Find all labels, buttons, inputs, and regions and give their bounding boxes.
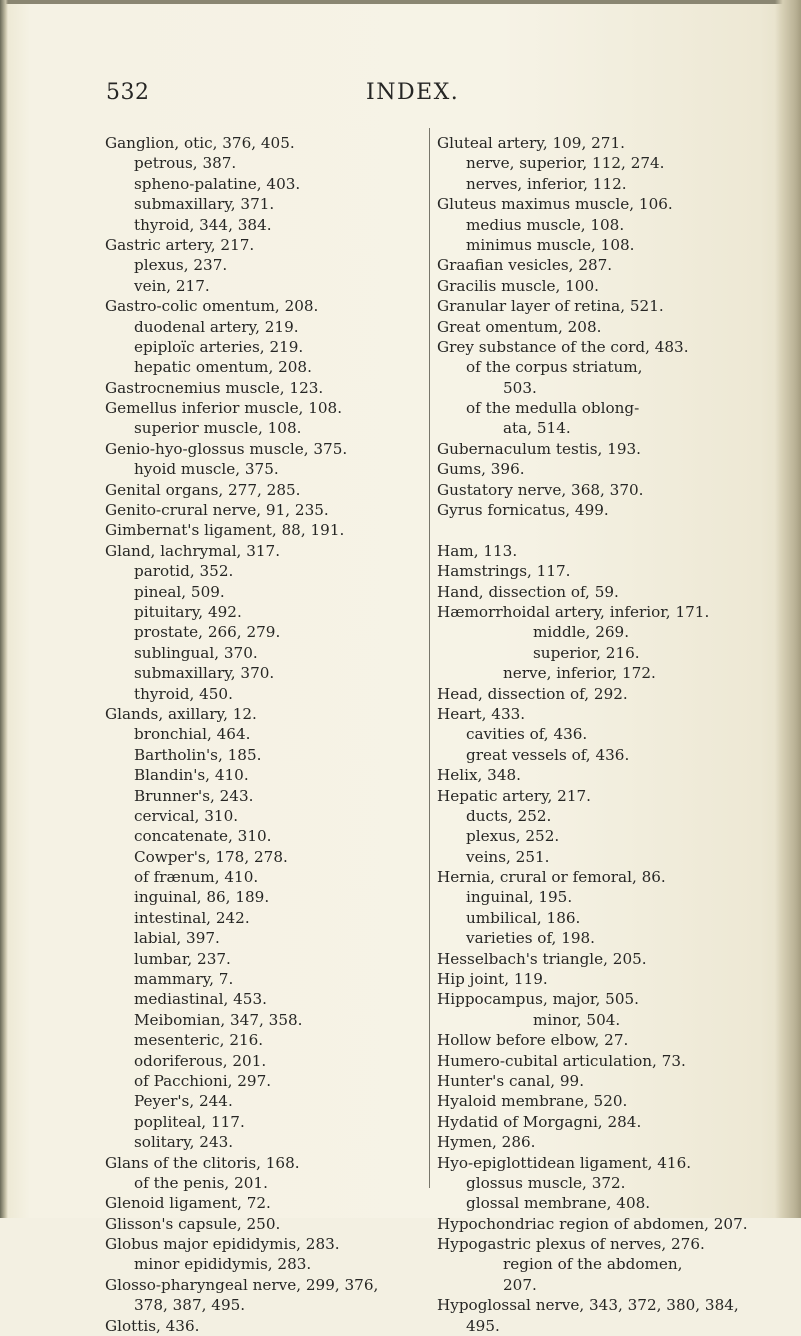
index-entry: Hypoglossal nerve, 343, 372, 380, 384, xyxy=(437,1296,739,1315)
index-entry: Glosso-pharyngeal nerve, 299, 376, xyxy=(105,1275,379,1294)
index-subentry: of Pacchioni, 297. xyxy=(134,1071,272,1090)
index-subentry: Brunner's, 243. xyxy=(134,786,254,805)
index-entry: Gracilis muscle, 100. xyxy=(437,276,599,295)
index-subentry: 495. xyxy=(466,1316,500,1335)
index-subentry: hyoid muscle, 375. xyxy=(134,460,279,479)
index-entry: Humero-cubital articulation, 73. xyxy=(437,1051,686,1070)
index-entry: Gustatory nerve, 368, 370. xyxy=(437,480,644,499)
index-subentry: 207. xyxy=(503,1275,537,1294)
index-subentry: ata, 514. xyxy=(503,419,571,438)
index-subentry: concatenate, 310. xyxy=(134,827,272,846)
page-left-edge xyxy=(0,0,8,1218)
index-subentry: mediastinal, 453. xyxy=(134,990,267,1009)
page-number: 532 xyxy=(106,80,150,105)
index-entry: Ham, 113. xyxy=(437,541,518,560)
index-subentry: nerves, inferior, 112. xyxy=(466,174,627,193)
index-subentry: prostate, 266, 279. xyxy=(134,623,281,642)
index-entry: Heart, 433. xyxy=(437,704,526,723)
index-entry: Genito-crural nerve, 91, 235. xyxy=(105,501,329,520)
index-subentry: middle, 269. xyxy=(533,623,630,642)
index-subentry: of the medulla oblong- xyxy=(466,399,640,418)
index-entry: Gums, 396. xyxy=(437,460,525,479)
index-subentry: nerve, superior, 112, 274. xyxy=(466,154,665,173)
index-entry xyxy=(437,520,772,540)
index-entry: Hernia, crural or femoral, 86. xyxy=(437,868,666,887)
index-subentry: Blandin's, 410. xyxy=(134,766,249,785)
index-subentry: spheno-palatine, 403. xyxy=(134,174,301,193)
index-subentry: thyroid, 450. xyxy=(134,684,233,703)
index-subentry: labial, 397. xyxy=(134,929,220,948)
column-divider xyxy=(429,128,430,1188)
index-subentry: ducts, 252. xyxy=(466,806,552,825)
index-subentry: pineal, 509. xyxy=(134,582,225,601)
index-entry: Gastro-colic omentum, 208. xyxy=(105,297,319,316)
index-entry: Glenoid ligament, 72. xyxy=(105,1194,271,1213)
index-entry: Gastric artery, 217. xyxy=(105,235,255,254)
index-subentry: superior muscle, 108. xyxy=(134,419,302,438)
index-subentry: vein, 217. xyxy=(134,276,210,295)
index-subentry: parotid, 352. xyxy=(134,562,234,581)
index-subentry: duodenal artery, 219. xyxy=(134,317,299,336)
index-subentry: 378, 387, 495. xyxy=(134,1296,246,1315)
index-entry: Hunter's canal, 99. xyxy=(437,1071,585,1090)
index-subentry: cervical, 310. xyxy=(134,806,239,825)
index-subentry: thyroid, 344, 384. xyxy=(134,215,272,234)
index-subentry: petrous, 387. xyxy=(134,154,237,173)
index-entry: Globus major epididymis, 283. xyxy=(105,1235,340,1254)
index-subentry: lumbar, 237. xyxy=(134,949,231,968)
index-entry: Hesselbach's triangle, 205. xyxy=(437,949,647,968)
index-entry: Gluteal artery, 109, 271. xyxy=(437,134,625,152)
index-column-right xyxy=(437,133,772,1336)
index-subentry: inguinal, 195. xyxy=(466,888,573,907)
index-entry: Genio-hyo-glossus muscle, 375. xyxy=(105,439,348,458)
index-entry: Hand, dissection of, 59. xyxy=(437,582,619,601)
index-entry: Gubernaculum testis, 193. xyxy=(437,439,641,458)
index-subentry: minor epididymis, 283. xyxy=(134,1255,312,1274)
index-subentry: great vessels of, 436. xyxy=(466,745,630,764)
index-entry: Genital organs, 277, 285. xyxy=(105,480,301,499)
index-subentry: odoriferous, 201. xyxy=(134,1051,267,1070)
index-entry: Head, dissection of, 292. xyxy=(437,684,628,703)
index-subentry: inguinal, 86, 189. xyxy=(134,888,270,907)
index-entry: Helix, 348. xyxy=(437,766,521,785)
page-header xyxy=(0,80,801,112)
running-head: INDEX. xyxy=(366,80,460,105)
index-subentry: submaxillary, 370. xyxy=(134,664,275,683)
index-entry: Gemellus inferior muscle, 108. xyxy=(105,399,343,418)
index-entry: Hollow before elbow, 27. xyxy=(437,1031,629,1050)
index-entry: Glands, axillary, 12. xyxy=(105,704,257,723)
index-subentry: of the penis, 201. xyxy=(134,1173,268,1192)
index-entry: Hyo-epiglottidean ligament, 416. xyxy=(437,1153,692,1172)
index-entry: Glottis, 436. xyxy=(105,1316,200,1335)
index-subentry: submaxillary, 371. xyxy=(134,195,275,214)
index-subentry: varieties of, 198. xyxy=(466,929,596,948)
index-subentry: epiploïc arteries, 219. xyxy=(134,337,304,356)
index-entry: Ganglion, otic, 376, 405. xyxy=(105,134,295,152)
index-subentry: solitary, 243. xyxy=(134,1133,234,1152)
index-subentry: Peyer's, 244. xyxy=(134,1092,233,1111)
index-subentry: pituitary, 492. xyxy=(134,602,242,621)
page-top-edge xyxy=(0,0,801,4)
index-entry: Gyrus fornicatus, 499. xyxy=(437,501,609,520)
index-subentry: of frænum, 410. xyxy=(134,868,259,887)
index-column-left xyxy=(105,133,425,1336)
index-entry: Hæmorrhoidal artery, inferior, 171. xyxy=(437,602,710,621)
index-entry: Hydatid of Morgagni, 284. xyxy=(437,1112,642,1131)
index-entry: Hymen, 286. xyxy=(437,1133,536,1152)
index-subentry: plexus, 252. xyxy=(466,827,560,846)
index-entry: Gland, lachrymal, 317. xyxy=(105,541,281,560)
page-right-edge xyxy=(775,0,801,1218)
index-subentry: sublingual, 370. xyxy=(134,643,258,662)
index-subentry: plexus, 237. xyxy=(134,256,228,275)
index-entry: Grey substance of the cord, 483. xyxy=(437,337,689,356)
index-subentry: intestinal, 242. xyxy=(134,908,250,927)
index-entry: Hippocampus, major, 505. xyxy=(437,990,639,1009)
index-entry: Graafian vesicles, 287. xyxy=(437,256,613,275)
index-subentry: popliteal, 117. xyxy=(134,1112,245,1131)
index-entry: Gimbernat's ligament, 88, 191. xyxy=(105,521,345,540)
index-subentry: 503. xyxy=(503,378,537,397)
index-entry: Hyaloid membrane, 520. xyxy=(437,1092,628,1111)
index-entry: Gluteus maximus muscle, 106. xyxy=(437,195,673,214)
index-entry: Glisson's capsule, 250. xyxy=(105,1214,281,1233)
index-entry: Granular layer of retina, 521. xyxy=(437,297,664,316)
index-subentry: region of the abdomen, xyxy=(503,1255,683,1274)
index-subentry: glossus muscle, 372. xyxy=(466,1173,626,1192)
index-entry: Hepatic artery, 217. xyxy=(437,786,592,805)
index-subentry: medius muscle, 108. xyxy=(466,215,625,234)
index-subentry: mesenteric, 216. xyxy=(134,1031,264,1050)
index-subentry: cavities of, 436. xyxy=(466,725,588,744)
index-subentry: veins, 251. xyxy=(466,847,550,866)
index-subentry: umbilical, 186. xyxy=(466,908,581,927)
index-subentry: of the corpus striatum, xyxy=(466,358,643,377)
index-subentry: minimus muscle, 108. xyxy=(466,235,635,254)
index-entry: Hypochondriac region of abdomen, 207. xyxy=(437,1214,748,1233)
index-entry: Gastrocnemius muscle, 123. xyxy=(105,378,324,397)
index-subentry: bronchial, 464. xyxy=(134,725,251,744)
index-subentry: Meibomian, 347, 358. xyxy=(134,1010,303,1029)
index-entry: Great omentum, 208. xyxy=(437,317,602,336)
index-entry: Hip joint, 119. xyxy=(437,970,548,989)
index-entry: Hypogastric plexus of nerves, 276. xyxy=(437,1235,705,1254)
index-subentry: hepatic omentum, 208. xyxy=(134,358,312,377)
index-subentry: Cowper's, 178, 278. xyxy=(134,847,288,866)
index-subentry: minor, 504. xyxy=(533,1010,621,1029)
index-subentry: mammary, 7. xyxy=(134,970,234,989)
index-subentry: Bartholin's, 185. xyxy=(134,745,262,764)
index-subentry: glossal membrane, 408. xyxy=(466,1194,651,1213)
index-subentry: superior, 216. xyxy=(533,643,640,662)
index-entry: Hamstrings, 117. xyxy=(437,562,571,581)
index-subentry: nerve, inferior, 172. xyxy=(503,664,656,683)
index-entry: Glans of the clitoris, 168. xyxy=(105,1153,300,1172)
